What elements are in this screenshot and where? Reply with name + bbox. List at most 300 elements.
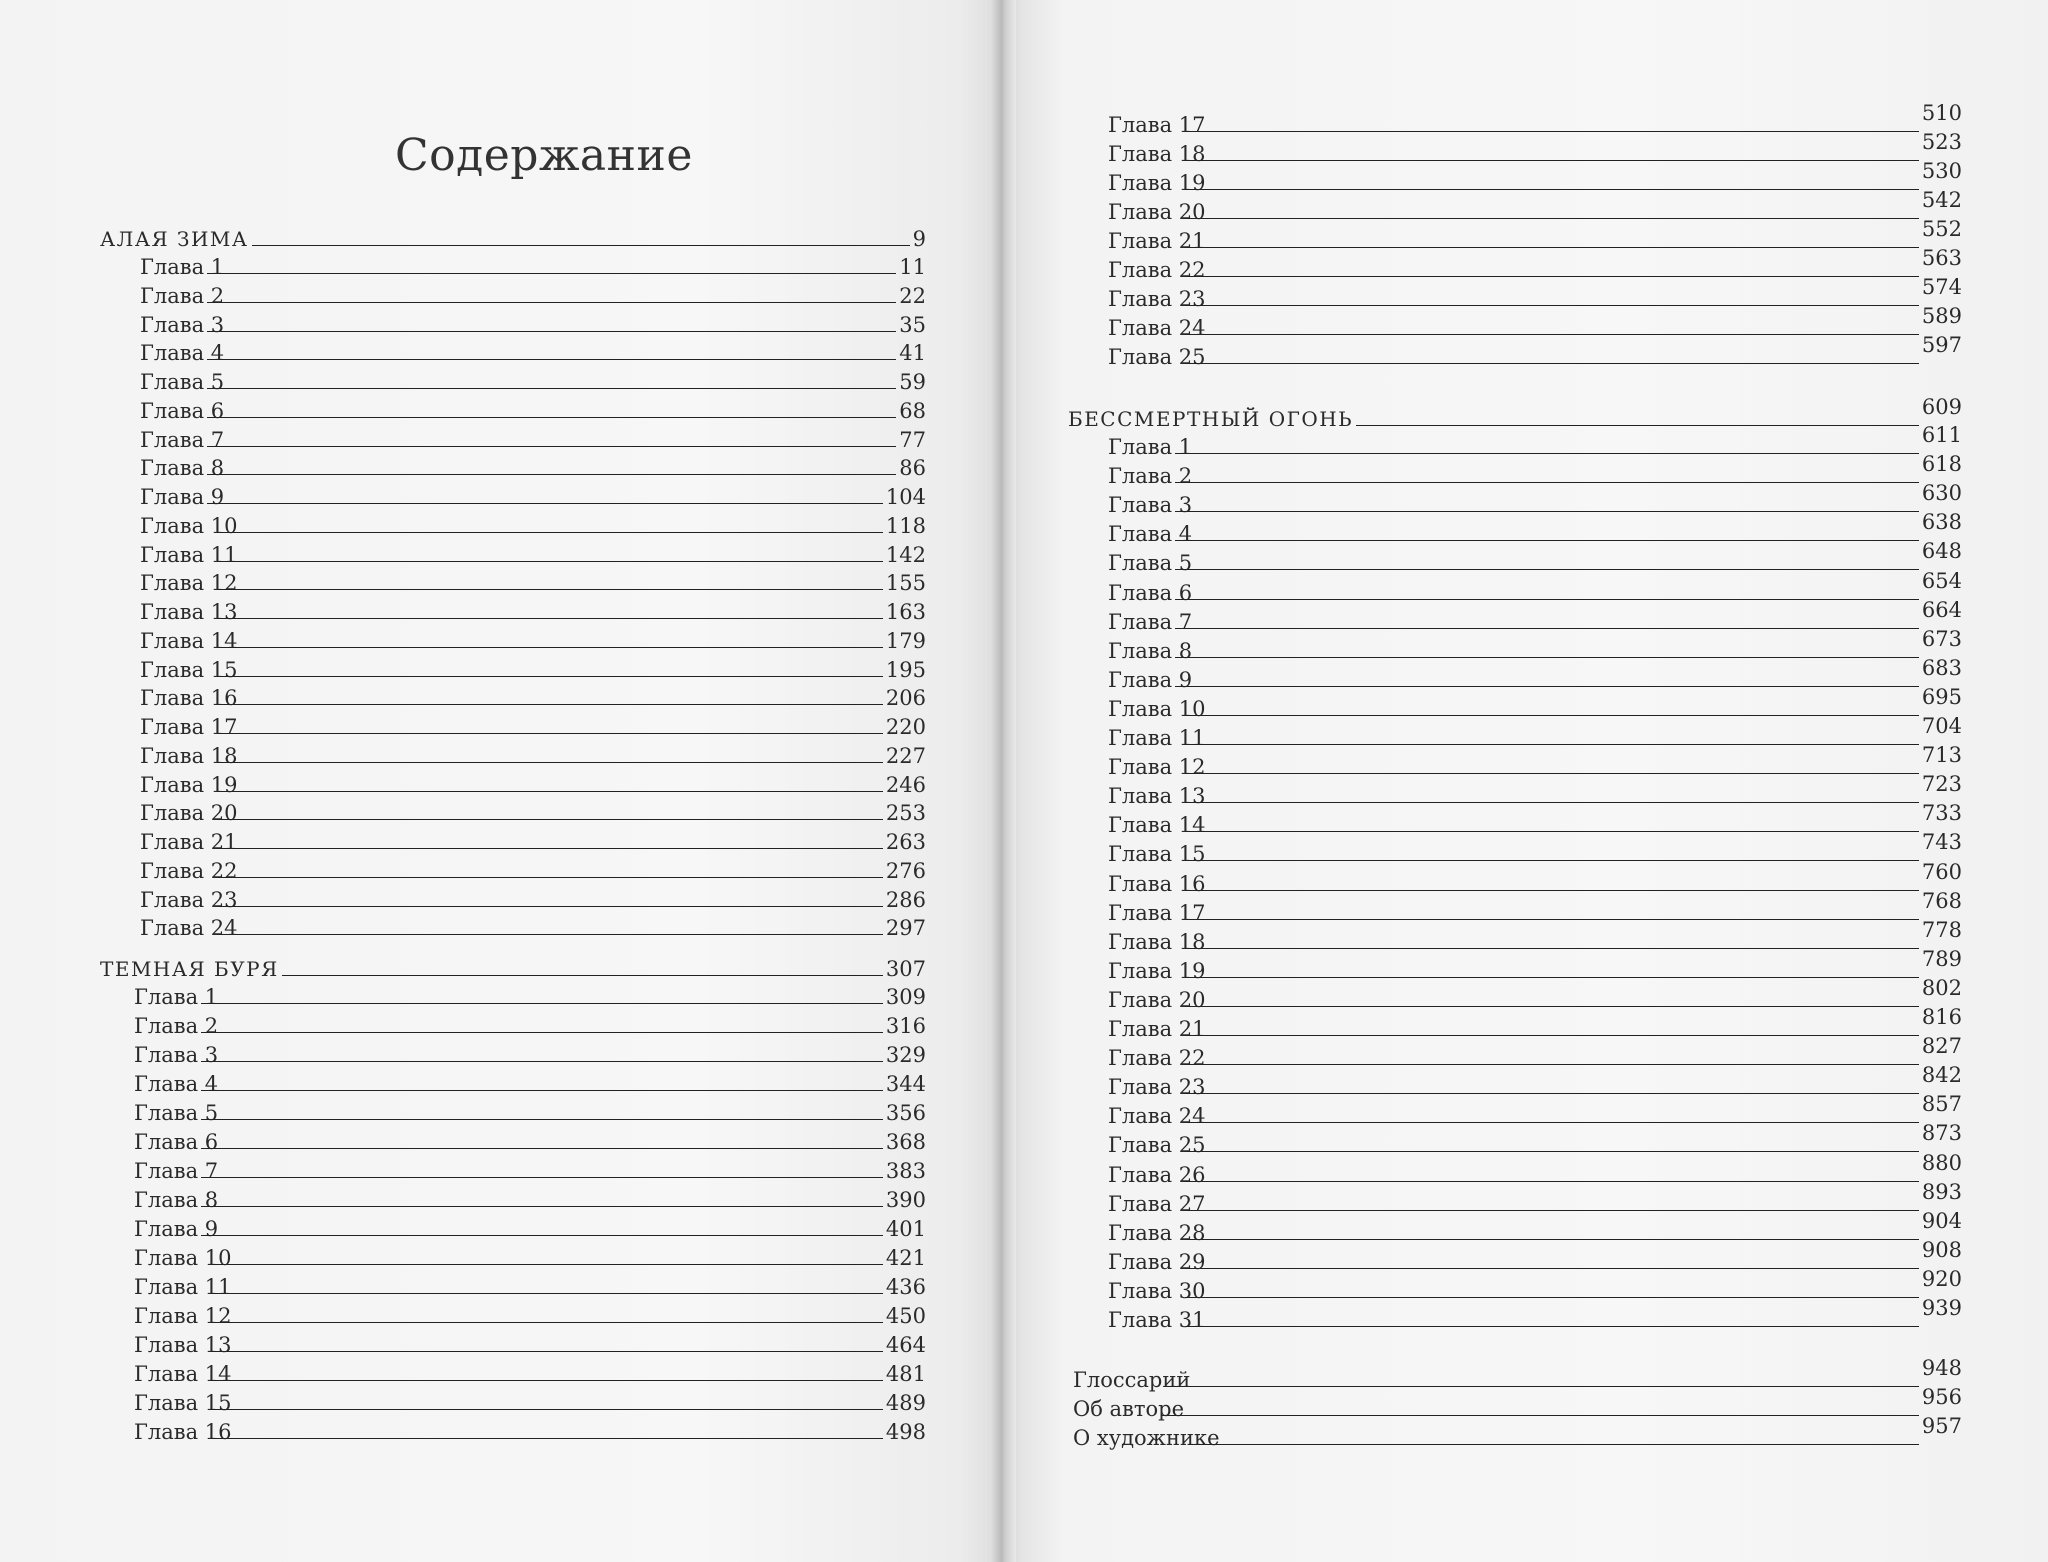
toc-entry bbox=[134, 1186, 926, 1214]
dot-leader bbox=[201, 1003, 883, 1004]
dot-leader bbox=[217, 733, 883, 734]
page-number: 920 bbox=[1921, 1266, 1962, 1291]
page-number: 390 bbox=[885, 1188, 926, 1212]
toc-entry bbox=[134, 1128, 926, 1156]
page-number: 35 bbox=[899, 312, 926, 337]
toc-entry bbox=[1108, 1034, 1962, 1072]
toc-entry bbox=[140, 656, 926, 684]
page-number: 68 bbox=[899, 398, 926, 423]
toc-entry bbox=[1108, 801, 1962, 839]
toc-entry bbox=[140, 253, 926, 281]
page-number: 638 bbox=[1921, 510, 1962, 535]
page-number: 86 bbox=[899, 456, 926, 481]
toc-entry bbox=[1108, 888, 1962, 927]
page-number: 307 bbox=[885, 957, 926, 981]
entry-label: Глава 11 bbox=[140, 542, 238, 567]
page-number: 227 bbox=[885, 743, 926, 768]
entry-label: Глава 15 bbox=[1108, 842, 1206, 867]
entry-label: Глава 10 bbox=[1108, 696, 1206, 721]
dot-leader bbox=[201, 1090, 883, 1091]
toc-entry bbox=[140, 684, 926, 712]
entry-label: Глава 15 bbox=[134, 1391, 232, 1415]
dot-leader bbox=[217, 704, 883, 705]
page-number: 77 bbox=[899, 427, 926, 452]
toc-entry bbox=[1108, 1092, 1962, 1130]
dot-leader bbox=[217, 647, 883, 648]
entry-label: Глава 4 bbox=[1108, 522, 1193, 547]
toc-entry bbox=[1108, 1208, 1962, 1247]
page-number: 880 bbox=[1921, 1150, 1962, 1175]
toc-entry bbox=[140, 512, 926, 540]
toc-entry bbox=[140, 426, 926, 454]
dot-leader bbox=[217, 532, 883, 533]
toc-entry bbox=[1108, 275, 1962, 313]
toc-entry bbox=[1108, 159, 1962, 197]
page-number: 464 bbox=[885, 1333, 926, 1357]
toc-entry bbox=[1108, 975, 1962, 1014]
dot-leader bbox=[252, 245, 910, 246]
page-number: 510 bbox=[1921, 101, 1962, 125]
toc-entry bbox=[140, 799, 926, 827]
entry-label: Глава 23 bbox=[140, 887, 238, 912]
toc-entry bbox=[134, 1244, 926, 1272]
page-number: 368 bbox=[885, 1130, 926, 1154]
dot-leader bbox=[1175, 540, 1919, 541]
entry-label: О художнике bbox=[1073, 1426, 1220, 1450]
toc-entry bbox=[1108, 743, 1962, 781]
entry-label: Глава 8 bbox=[1108, 638, 1193, 663]
toc-entry bbox=[134, 1360, 926, 1388]
entry-label: Глава 25 bbox=[1108, 1133, 1206, 1158]
toc-entry bbox=[1108, 830, 1962, 868]
dot-leader bbox=[1185, 247, 1919, 248]
dot-leader bbox=[217, 762, 883, 763]
entry-label: Глава 21 bbox=[1108, 229, 1206, 253]
part-title: БЕССМЕРТНЫЙ ОГОНЬ bbox=[1068, 407, 1354, 431]
toc-entry bbox=[140, 368, 926, 396]
toc-entry bbox=[134, 1273, 926, 1301]
entry-label: Глава 14 bbox=[134, 1362, 232, 1386]
dot-leader bbox=[1185, 802, 1919, 803]
entry-label: Глоссарий bbox=[1073, 1368, 1191, 1392]
entry-label: Глава 7 bbox=[140, 427, 225, 452]
entry-label: Глава 17 bbox=[1108, 900, 1206, 925]
entry-label: Глава 23 bbox=[1108, 287, 1206, 311]
page-number: 263 bbox=[885, 830, 926, 854]
toc-entry bbox=[1108, 714, 1962, 752]
toc-entry bbox=[1108, 946, 1962, 985]
page-number: 316 bbox=[885, 1014, 926, 1038]
toc-entry bbox=[1108, 1237, 1962, 1276]
dot-leader bbox=[1175, 686, 1919, 687]
entry-label: Глава 24 bbox=[1108, 316, 1206, 340]
dot-leader bbox=[1185, 160, 1919, 161]
page-number: 704 bbox=[1921, 714, 1962, 738]
dot-leader bbox=[217, 589, 883, 590]
page-number: 142 bbox=[885, 542, 926, 567]
entry-label: Глава 11 bbox=[134, 1275, 232, 1299]
entry-label: Глава 9 bbox=[140, 485, 225, 509]
entry-label: Глава 20 bbox=[140, 801, 238, 826]
entry-label: Глава 1 bbox=[1108, 435, 1193, 459]
dot-leader bbox=[211, 1380, 883, 1381]
entry-label: Глава 28 bbox=[1108, 1220, 1206, 1245]
dot-leader bbox=[211, 1264, 883, 1265]
page-number: 22 bbox=[899, 283, 926, 308]
page-number: 118 bbox=[885, 513, 926, 538]
dot-leader bbox=[1185, 715, 1919, 716]
entry-label: Глава 22 bbox=[1108, 258, 1206, 282]
dot-leader bbox=[1185, 1035, 1919, 1036]
page-number: 253 bbox=[885, 801, 926, 826]
entry-label: Глава 31 bbox=[1108, 1308, 1206, 1332]
dot-leader bbox=[1185, 1326, 1919, 1327]
entry-label: Глава 7 bbox=[1108, 609, 1193, 634]
toc-entry bbox=[134, 1041, 926, 1069]
toc-entry bbox=[1108, 1063, 1962, 1101]
page-number: 11 bbox=[899, 255, 926, 279]
page-number: 563 bbox=[1921, 246, 1962, 270]
entry-label: Глава 3 bbox=[1108, 493, 1193, 518]
entry-label: Глава 26 bbox=[1108, 1162, 1206, 1187]
dot-leader bbox=[1175, 628, 1919, 629]
entry-label: Глава 21 bbox=[1108, 1017, 1206, 1041]
entry-label: Глава 5 bbox=[1108, 551, 1193, 576]
entry-label: Глава 1 bbox=[134, 985, 219, 1009]
page-number: 695 bbox=[1921, 684, 1962, 709]
entry-label: Глава 13 bbox=[134, 1333, 232, 1357]
page-number: 618 bbox=[1921, 452, 1962, 477]
toc-entry bbox=[1108, 1179, 1962, 1218]
dot-leader bbox=[207, 359, 896, 360]
page-number: 329 bbox=[885, 1043, 926, 1067]
page-number: 760 bbox=[1921, 859, 1962, 884]
entry-label: Глава 14 bbox=[140, 628, 238, 653]
dot-leader bbox=[211, 1409, 883, 1410]
dot-leader bbox=[217, 819, 883, 820]
page-number: 816 bbox=[1921, 1005, 1962, 1029]
entry-label: Глава 24 bbox=[1108, 1104, 1206, 1129]
entry-label: Глава 2 bbox=[134, 1014, 219, 1038]
toc-entry bbox=[1108, 597, 1962, 636]
toc-entry bbox=[1108, 655, 1962, 694]
toc-entry bbox=[1108, 626, 1962, 665]
page-number: 939 bbox=[1921, 1296, 1962, 1320]
dot-leader bbox=[211, 1351, 883, 1352]
dot-leader bbox=[1185, 977, 1919, 978]
dot-leader bbox=[207, 388, 896, 389]
page-number: 309 bbox=[885, 985, 926, 1009]
part-title: ТЕМНАЯ БУРЯ bbox=[100, 957, 279, 981]
dot-leader bbox=[207, 273, 896, 274]
page-number: 597 bbox=[1921, 333, 1962, 357]
dot-leader bbox=[1185, 131, 1919, 132]
dot-leader bbox=[207, 302, 896, 303]
toc-entry bbox=[1108, 568, 1962, 607]
entry-label: Глава 21 bbox=[140, 830, 238, 854]
entry-label: Глава 8 bbox=[134, 1188, 219, 1212]
part-entry bbox=[100, 225, 926, 253]
entry-label: Глава 4 bbox=[134, 1072, 219, 1096]
toc-entry bbox=[140, 483, 926, 511]
dot-leader bbox=[1185, 1239, 1919, 1240]
toc-entry bbox=[140, 541, 926, 569]
toc-entry bbox=[134, 1157, 926, 1185]
page-number: 383 bbox=[885, 1159, 926, 1183]
entry-label: Глава 6 bbox=[134, 1130, 219, 1154]
dot-leader bbox=[201, 1032, 883, 1033]
page-number: 713 bbox=[1921, 743, 1962, 768]
entry-label: Глава 6 bbox=[1108, 580, 1193, 605]
entry-label: Глава 3 bbox=[140, 312, 225, 337]
dot-leader bbox=[1185, 1268, 1919, 1269]
page-number: 552 bbox=[1921, 217, 1962, 241]
dot-leader bbox=[217, 906, 883, 907]
toc-entry bbox=[140, 454, 926, 482]
page-number: 948 bbox=[1921, 1356, 1962, 1380]
page-number: 857 bbox=[1921, 1092, 1962, 1117]
page-number: 957 bbox=[1921, 1414, 1962, 1438]
toc-entry bbox=[1108, 333, 1962, 371]
entry-label: Глава 12 bbox=[1108, 755, 1206, 780]
entry-label: Глава 8 bbox=[140, 456, 225, 481]
dot-leader bbox=[1185, 1210, 1919, 1211]
toc-entry bbox=[1108, 1296, 1962, 1334]
entry-label: Глава 14 bbox=[1108, 813, 1206, 838]
entry-label: Глава 19 bbox=[140, 772, 238, 797]
dot-leader bbox=[207, 331, 896, 332]
page-number: 481 bbox=[885, 1362, 926, 1386]
toc-entry bbox=[1108, 101, 1962, 139]
entry-label: Глава 13 bbox=[140, 600, 238, 624]
part-entry bbox=[1068, 395, 1962, 433]
toc-entry bbox=[140, 857, 926, 885]
page-number: 648 bbox=[1921, 539, 1962, 564]
toc-entry bbox=[1108, 772, 1962, 810]
toc-entry bbox=[140, 627, 926, 655]
page-number: 344 bbox=[885, 1072, 926, 1096]
toc-entry bbox=[140, 914, 926, 942]
dot-leader bbox=[1161, 1415, 1919, 1416]
dot-leader bbox=[1185, 860, 1919, 861]
page-number: 59 bbox=[899, 370, 926, 394]
page-number: 768 bbox=[1921, 888, 1962, 913]
dot-leader bbox=[1185, 1151, 1919, 1152]
page-number: 155 bbox=[885, 571, 926, 596]
toc-entry bbox=[1108, 188, 1962, 226]
dot-leader bbox=[211, 1293, 883, 1294]
dot-leader bbox=[217, 618, 883, 619]
entry-label: Глава 17 bbox=[140, 715, 238, 739]
page-number: 450 bbox=[885, 1304, 926, 1328]
dot-leader bbox=[1185, 919, 1919, 920]
dot-leader bbox=[207, 474, 896, 475]
toc-entry bbox=[1108, 1266, 1962, 1305]
dot-leader bbox=[1175, 569, 1919, 570]
dot-leader bbox=[1175, 453, 1919, 454]
entry-label: Глава 19 bbox=[1108, 171, 1206, 195]
entry-label: Глава 15 bbox=[140, 657, 238, 682]
toc-entry bbox=[1108, 304, 1962, 342]
toc-entry bbox=[1108, 217, 1962, 255]
dot-leader bbox=[1185, 334, 1919, 335]
page-number: 401 bbox=[885, 1217, 926, 1241]
page-number: 436 bbox=[885, 1275, 926, 1299]
entry-label: Глава 1 bbox=[140, 255, 225, 279]
book-spine bbox=[990, 0, 1016, 1562]
dot-leader bbox=[1185, 1122, 1919, 1123]
entry-label: Глава 18 bbox=[1108, 929, 1206, 954]
entry-label: Глава 17 bbox=[1108, 113, 1206, 137]
dot-leader bbox=[1175, 482, 1919, 483]
page-number: 246 bbox=[885, 772, 926, 797]
toc-entry bbox=[134, 1389, 926, 1417]
entry-label: Глава 6 bbox=[140, 398, 225, 423]
entry-label: Глава 20 bbox=[1108, 200, 1206, 224]
toc-entry bbox=[140, 828, 926, 856]
page-number: 904 bbox=[1921, 1208, 1962, 1233]
page-number: 220 bbox=[885, 715, 926, 739]
page-number: 163 bbox=[885, 600, 926, 624]
extra-entry bbox=[1073, 1414, 1962, 1452]
dot-leader bbox=[207, 417, 896, 418]
entry-label: Глава 25 bbox=[1108, 345, 1206, 369]
entry-label: Глава 13 bbox=[1108, 784, 1206, 809]
dot-leader bbox=[1185, 1006, 1919, 1007]
page-number: 276 bbox=[885, 858, 926, 883]
toc-entry bbox=[134, 1012, 926, 1040]
dot-leader bbox=[1188, 1444, 1919, 1445]
toc-entry bbox=[1108, 130, 1962, 168]
dot-leader bbox=[207, 503, 883, 504]
toc-entry bbox=[1108, 917, 1962, 956]
page-number: 611 bbox=[1921, 423, 1962, 447]
toc-entry bbox=[1108, 1005, 1962, 1043]
page-number: 664 bbox=[1921, 597, 1962, 622]
part-title: АЛАЯ ЗИМА bbox=[100, 227, 249, 251]
dot-leader bbox=[1175, 657, 1919, 658]
page-number: 523 bbox=[1921, 130, 1962, 154]
toc-entry bbox=[140, 569, 926, 597]
page-number: 179 bbox=[885, 628, 926, 653]
toc-entry bbox=[134, 1418, 926, 1446]
entry-label: Глава 2 bbox=[1108, 464, 1193, 489]
page-number: 789 bbox=[1921, 946, 1962, 971]
toc-entry bbox=[140, 397, 926, 425]
dot-leader bbox=[1185, 189, 1919, 190]
dot-leader bbox=[201, 1177, 883, 1178]
page-number: 356 bbox=[885, 1101, 926, 1125]
toc-entry bbox=[134, 1331, 926, 1359]
page-number: 873 bbox=[1921, 1121, 1962, 1146]
page-number: 498 bbox=[885, 1420, 926, 1444]
page-number: 778 bbox=[1921, 917, 1962, 942]
page-number: 206 bbox=[885, 686, 926, 711]
page-number: 489 bbox=[885, 1391, 926, 1415]
dot-leader bbox=[1175, 599, 1919, 600]
dot-leader bbox=[1185, 276, 1919, 277]
entry-label: Глава 11 bbox=[1108, 726, 1206, 750]
page-number: 827 bbox=[1921, 1034, 1962, 1059]
dot-leader bbox=[1356, 425, 1919, 426]
dot-leader bbox=[201, 1119, 883, 1120]
entry-label: Глава 19 bbox=[1108, 958, 1206, 983]
entry-label: Глава 10 bbox=[134, 1246, 232, 1270]
entry-label: Глава 29 bbox=[1108, 1249, 1206, 1274]
dot-leader bbox=[1185, 305, 1919, 306]
toc-entry bbox=[1108, 539, 1962, 577]
dot-leader bbox=[1185, 1064, 1919, 1065]
entry-label: Об авторе bbox=[1073, 1397, 1185, 1421]
dot-leader bbox=[201, 1235, 883, 1236]
toc-entry bbox=[1108, 859, 1962, 898]
entry-label: Глава 9 bbox=[134, 1217, 219, 1241]
entry-label: Глава 12 bbox=[140, 571, 238, 596]
toc-entry bbox=[134, 1070, 926, 1098]
dot-leader bbox=[201, 1148, 883, 1149]
page-number: 956 bbox=[1921, 1385, 1962, 1409]
dot-leader bbox=[1165, 1386, 1918, 1387]
entry-label: Глава 22 bbox=[140, 858, 238, 883]
toc-entry bbox=[140, 598, 926, 626]
dot-leader bbox=[217, 934, 883, 935]
entry-label: Глава 10 bbox=[140, 513, 238, 538]
toc-entry bbox=[1108, 423, 1962, 461]
entry-label: Глава 24 bbox=[140, 916, 238, 941]
entry-label: Глава 5 bbox=[134, 1101, 219, 1125]
page-number: 842 bbox=[1921, 1063, 1962, 1088]
dot-leader bbox=[201, 1206, 883, 1207]
entry-label: Глава 18 bbox=[140, 743, 238, 768]
entry-label: Глава 3 bbox=[134, 1043, 219, 1067]
entry-label: Глава 16 bbox=[134, 1420, 232, 1444]
extra-entry bbox=[1073, 1385, 1962, 1423]
entry-label: Глава 30 bbox=[1108, 1278, 1206, 1303]
dot-leader bbox=[211, 1322, 883, 1323]
page-number: 574 bbox=[1921, 275, 1962, 299]
page-number: 421 bbox=[885, 1246, 926, 1270]
dot-leader bbox=[211, 1438, 883, 1439]
toc-title: Содержание bbox=[395, 130, 693, 181]
page-number: 589 bbox=[1921, 304, 1962, 328]
page-number: 802 bbox=[1921, 975, 1962, 1000]
page-number: 743 bbox=[1921, 830, 1962, 855]
toc-entry bbox=[140, 282, 926, 310]
entry-label: Глава 27 bbox=[1108, 1191, 1206, 1216]
entry-label: Глава 16 bbox=[140, 686, 238, 711]
dot-leader bbox=[1185, 1181, 1919, 1182]
entry-label: Глава 23 bbox=[1108, 1075, 1206, 1100]
page-number: 654 bbox=[1921, 568, 1962, 593]
page-number: 683 bbox=[1921, 655, 1962, 680]
dot-leader bbox=[1185, 948, 1919, 949]
dot-leader bbox=[1185, 831, 1919, 832]
toc-entry bbox=[1108, 684, 1962, 723]
dot-leader bbox=[1185, 744, 1919, 745]
page-number: 733 bbox=[1921, 801, 1962, 826]
dot-leader bbox=[207, 446, 896, 447]
dot-leader bbox=[1185, 218, 1919, 219]
dot-leader bbox=[1185, 890, 1919, 891]
entry-label: Глава 7 bbox=[134, 1159, 219, 1183]
page-number: 723 bbox=[1921, 772, 1962, 797]
part-entry bbox=[100, 955, 926, 983]
page-number: 286 bbox=[885, 887, 926, 912]
page-number: 195 bbox=[885, 657, 926, 682]
page-number: 609 bbox=[1921, 395, 1962, 419]
dot-leader bbox=[282, 975, 883, 976]
toc-entry bbox=[1108, 1121, 1962, 1159]
